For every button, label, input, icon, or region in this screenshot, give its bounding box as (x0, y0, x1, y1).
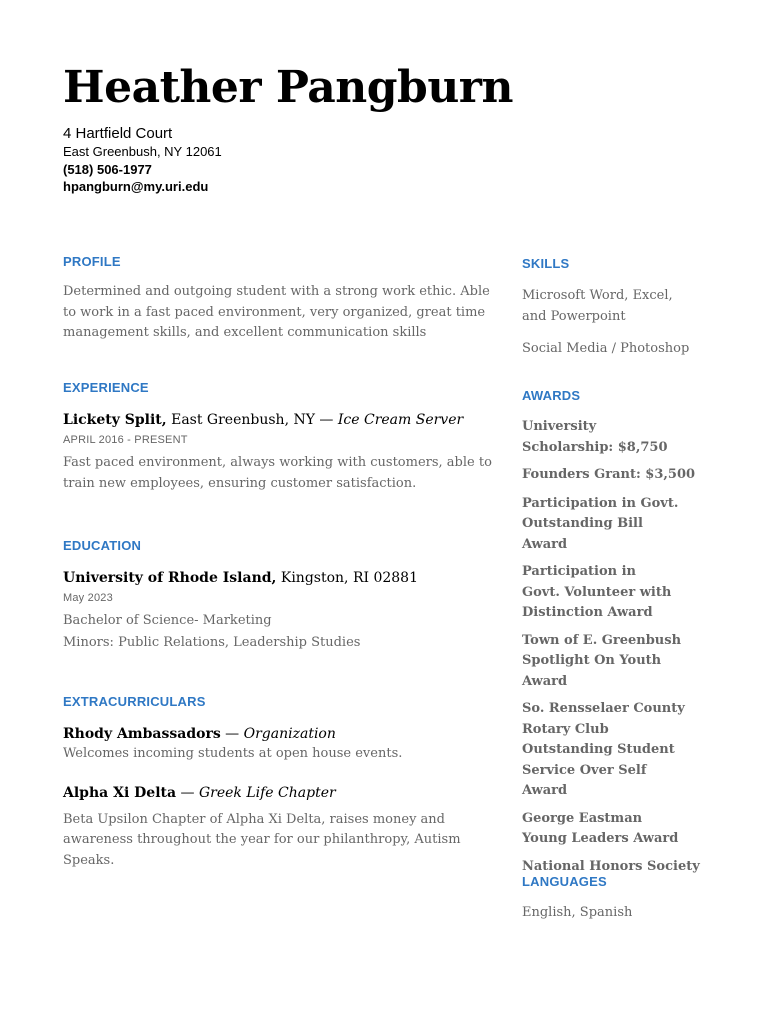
award-item: George Eastman Young Leaders Award (522, 810, 679, 846)
education-minors: Minors: Public Relations, Leadership Studies (63, 634, 361, 650)
award-item: National Honors Society (522, 858, 700, 874)
profile-text: Determined and outgoing student with a strong work ethic. Able to work in a fast paced environment, very organized, great time management skills, and excellent communication skills (63, 284, 490, 340)
extracurriculars-section (63, 694, 493, 871)
extracurricular-org: Alpha Xi Delta (63, 784, 177, 801)
award-item: So. Rensselaer County Rotary Club Outstanding Student Service Over Self Award (522, 701, 685, 798)
award-item: Participation in Govt. Outstanding Bill Award (522, 495, 679, 552)
experience-entry-header (63, 412, 493, 428)
skills-section (522, 256, 702, 360)
extracurricular-description: Beta Upsilon Chapter of Alpha Xi Delta, raises money and awareness throughout the year for our philanthropy, Autism Speaks. (63, 811, 461, 868)
skill-item: Microsoft Word, Excel, and Powerpoint (522, 288, 673, 324)
resume-name: Heather Pangburn (63, 62, 513, 113)
email-address: hpangburn@my.uri.edu (63, 179, 209, 194)
education-date: May 2023 (63, 592, 113, 604)
experience-description: Fast paced environment, always working with customers, able to train new employees, ensuring customer satisfaction. (63, 455, 492, 491)
address-line-2: East Greenbush, NY 12061 (63, 144, 222, 159)
extracurricular-description: Welcomes incoming students at open house events. (63, 746, 403, 761)
experience-role: Ice Cream Server (337, 412, 464, 428)
extracurricular-separator: — (220, 726, 244, 742)
extracurricular-separator: — (176, 784, 199, 801)
address-line-1: 4 Hartfield Court (63, 125, 173, 142)
extracurricular-role: Greek Life Chapter (198, 784, 336, 801)
awards-heading: AWARDS (522, 388, 581, 403)
education-degree: Bachelor of Science- Marketing (63, 613, 272, 628)
award-item: Town of E. Greenbush Spotlight On Youth Award (522, 632, 682, 689)
award-item: Founders Grant: $3,500 (522, 467, 696, 482)
skill-item: Social Media / Photoshop (522, 341, 690, 356)
awards-section (522, 388, 702, 877)
extracurricular-entry-header (63, 726, 493, 742)
languages-section (522, 874, 702, 924)
education-section (63, 538, 493, 653)
phone-number: (518) 506-1977 (63, 162, 152, 177)
education-entry-header (63, 570, 493, 586)
award-item: University Scholarship: $8,750 (522, 419, 668, 455)
experience-section (63, 380, 493, 494)
languages-text: English, Spanish (522, 905, 633, 920)
education-org: University of Rhode Island, (63, 570, 277, 586)
extracurricular-role: Organization (243, 726, 336, 742)
extracurriculars-heading: EXTRACURRICULARS (63, 694, 206, 709)
extracurricular-entry-header (63, 785, 493, 801)
experience-location: East Greenbush, NY — (166, 412, 338, 428)
experience-date: APRIL 2016 - PRESENT (63, 434, 188, 446)
contact-block (63, 124, 222, 196)
education-heading: EDUCATION (63, 538, 142, 553)
profile-section (63, 254, 493, 344)
award-item: Participation in Govt. Volunteer with Distinction Award (522, 564, 672, 620)
extracurricular-org: Rhody Ambassadors (63, 726, 221, 742)
profile-heading: PROFILE (63, 254, 121, 269)
education-location: Kingston, RI 02881 (276, 570, 419, 586)
languages-heading: LANGUAGES (522, 874, 607, 889)
skills-heading: SKILLS (522, 256, 570, 271)
experience-heading: EXPERIENCE (63, 380, 149, 395)
experience-org: Lickety Split, (63, 412, 167, 428)
